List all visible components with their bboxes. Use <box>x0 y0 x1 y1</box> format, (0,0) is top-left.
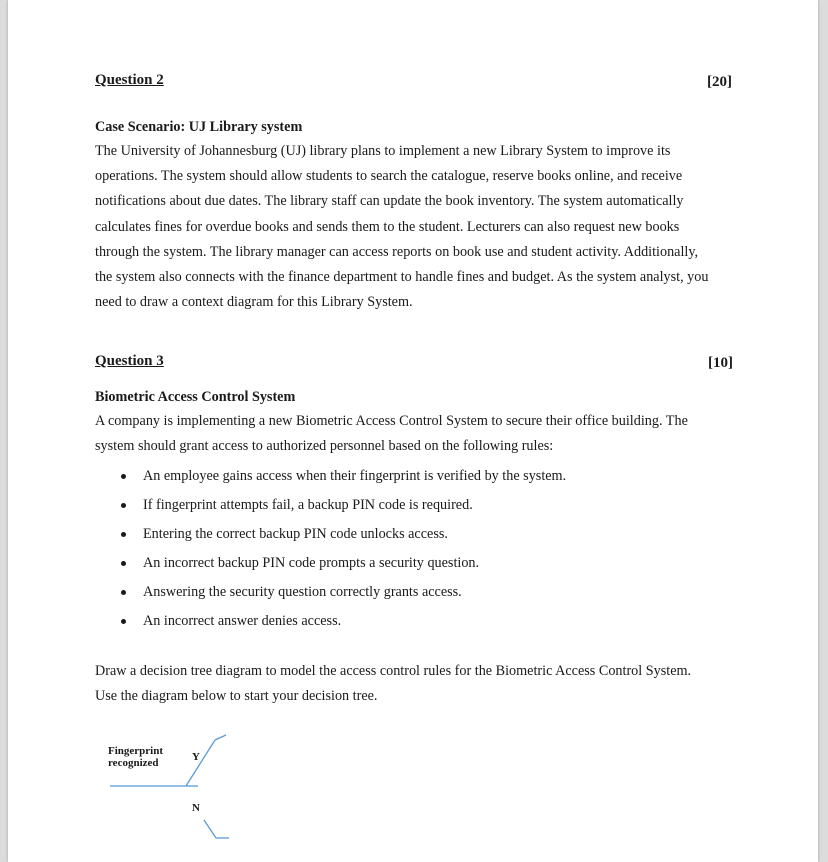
question-3-instructions <box>95 659 691 709</box>
rule-text: Entering the correct backup PIN code unlocks access. <box>143 526 448 542</box>
bullet-dot <box>121 532 126 537</box>
rules-list <box>112 464 762 638</box>
bullet-dot <box>121 503 126 508</box>
bullet-dot <box>121 474 126 479</box>
tree-yes-branch <box>186 740 215 786</box>
list-item <box>112 580 762 609</box>
rule-text: An employee gains access when their fingerprint is verified by the system. <box>143 468 567 484</box>
bullet-dot <box>121 619 126 624</box>
paragraph-line: The University of Johannesburg (UJ) library plans to implement a new Library System to improve its <box>95 143 671 159</box>
paragraph-line: the system also connects with the finance department to handle fines and budget. As the system analyst, you <box>95 268 709 285</box>
question-3-heading: Question 3 <box>95 353 164 369</box>
intro-line: system should grant access to authorized personnel based on the following rules: <box>95 438 554 455</box>
tree-no-branch <box>204 820 216 838</box>
rule-text: An incorrect answer denies access. <box>143 613 342 629</box>
question-2-paragraph <box>95 139 708 315</box>
bullet-dot <box>121 561 126 566</box>
rule-text: Answering the security question correctly grants access. <box>143 584 462 600</box>
instruction-line: Draw a decision tree diagram to model the access control rules for the Biometric Access Control System. <box>95 663 692 679</box>
paragraph-line: need to draw a context diagram for this Library System. <box>95 294 413 311</box>
rule-text: If fingerprint attempts fail, a backup PIN code is required. <box>143 497 473 513</box>
rule-text: An incorrect backup PIN code prompts a security question. <box>143 555 480 571</box>
list-item <box>112 609 762 638</box>
tree-yes-label: Y <box>192 751 200 763</box>
list-item <box>112 464 762 493</box>
question-2-heading: Question 2 <box>95 72 164 88</box>
paragraph-line: through the system. The library manager can access reports on book use and student activity. Additionally, <box>95 243 699 260</box>
decision-tree-diagram <box>108 730 238 850</box>
tree-no-label: N <box>192 802 200 814</box>
paragraph-line: notifications about due dates. The library staff can update the book inventory. The system automatically <box>95 193 684 210</box>
paragraph-line: operations. The system should allow students to search the catalogue, reserve books online, and receive <box>95 168 683 185</box>
question-3-intro <box>95 409 688 459</box>
paragraph-line: calculates fines for overdue books and sends them to the student. Lecturers can also request new books <box>95 218 680 235</box>
tree-condition-line: Fingerprint <box>108 745 163 757</box>
question-2-marks: [20] <box>707 74 732 90</box>
question-3-marks: [10] <box>708 355 733 371</box>
document-page <box>8 0 818 862</box>
list-item <box>112 522 762 551</box>
question-3-subheading: Biometric Access Control System <box>95 389 296 405</box>
tree-condition-line: recognized <box>108 757 159 769</box>
tree-yes-leaf-stub <box>215 735 226 740</box>
question-2-subheading: Case Scenario: UJ Library system <box>95 119 303 135</box>
instruction-line: Use the diagram below to start your decision tree. <box>95 688 378 705</box>
bullet-dot <box>121 590 126 595</box>
list-item <box>112 493 762 522</box>
intro-line: A company is implementing a new Biometric Access Control System to secure their office building. The <box>95 413 688 429</box>
list-item <box>112 551 762 580</box>
